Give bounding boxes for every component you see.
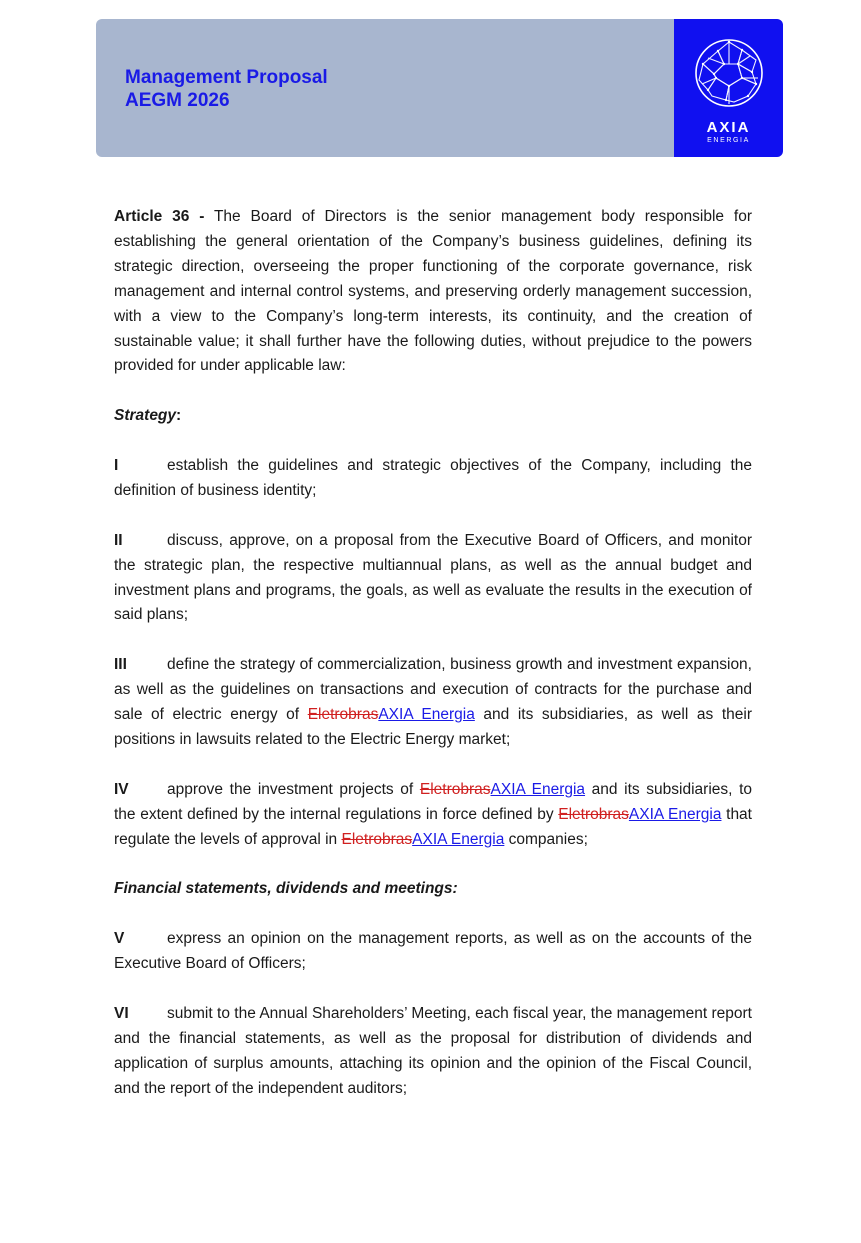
inserted-text: AXIA Energia — [412, 830, 505, 848]
article-label: Article 36 - — [114, 208, 205, 225]
deleted-text: Eletrobras — [558, 805, 629, 823]
document-title — [125, 66, 328, 112]
item-text: companies; — [504, 830, 588, 848]
inserted-text: AXIA Energia — [628, 805, 722, 823]
item-iv — [114, 778, 752, 853]
deleted-text: Eletrobras — [341, 830, 413, 848]
strategy-heading-text: Strategy — [114, 407, 177, 425]
item-text: that regulate the levels of approval in — [114, 805, 752, 848]
article-text: The Board of Directors is the senior management body responsible for establishing the general orientation of the Company’s business guidelines, defining its strategic direction, overseeing the proper functioning of the corporate governance, risk management and internal control systems, and preserving orderly management succession, with a view to the Company’s long-term interests, its continuity, and the creation of sustainable value; it shall further have the following duties, without prejudice to the powers provided for under applicable law: — [114, 208, 752, 375]
inserted-text: AXIA Energia — [378, 706, 475, 724]
title-line-2: AEGM 2026 — [125, 90, 230, 111]
strategy-heading-colon: : — [176, 407, 182, 425]
financial-heading: Financial statements, dividends and meetings: — [114, 880, 458, 898]
globe-logo-icon — [694, 38, 764, 108]
item-iii — [114, 653, 752, 753]
item-text: express an opinion on the management reports, as well as on the accounts of the Executive Board of Officers; — [114, 930, 752, 973]
item-text: define the strategy of commercialization, business growth and investment expansion, as well as the guidelines on transactions and execution of contracts for the purchase and sale of electric energy of — [114, 656, 752, 724]
item-v — [114, 927, 752, 977]
item-number: II — [114, 531, 123, 549]
axia-logo — [674, 19, 783, 157]
item-vi — [114, 1002, 752, 1102]
deleted-text: Eletrobras — [307, 706, 379, 724]
title-line-1: Management Proposal — [125, 67, 328, 88]
item-number: IV — [114, 780, 129, 798]
item-text: and its subsidiaries, as well as their positions in lawsuits related to the Electric Energy market; — [114, 706, 752, 748]
logo-name: AXIA — [706, 119, 751, 136]
logo-subtitle: ENERGIA — [707, 137, 750, 144]
inserted-text: AXIA Energia — [490, 780, 586, 798]
item-text: approve the investment projects of — [167, 780, 420, 798]
document-body — [114, 205, 752, 1126]
item-text: discuss, approve, on a proposal from the Executive Board of Officers, and monitor the strategic plan, the respective multiannual plans, as well as the annual budget and investment plans and programs, the goals, as well as evaluate the results in the execution of said plans; — [114, 531, 752, 624]
item-text: establish the guidelines and strategic objectives of the Company, including the definition of business identity; — [114, 457, 752, 499]
item-number: VI — [114, 1004, 129, 1022]
item-text: submit to the Annual Shareholders’ Meeting, each fiscal year, the management report and the financial statements, as well as the proposal for distribution of dividends and application of surplus amounts, attaching its opinion and the opinion of the Fiscal Council, and the report of the independent auditors; — [114, 1004, 752, 1097]
item-number: III — [114, 656, 127, 674]
header-band — [96, 19, 674, 157]
item-number: I — [114, 457, 119, 475]
item-text: and its subsidiaries, to the extent defined by the internal regulations in force defined by — [114, 780, 752, 823]
item-ii — [114, 529, 752, 629]
item-number: V — [114, 930, 125, 948]
article-36-paragraph — [114, 205, 752, 379]
item-i — [114, 454, 752, 504]
deleted-text: Eletrobras — [419, 780, 491, 798]
strategy-heading — [114, 404, 752, 429]
